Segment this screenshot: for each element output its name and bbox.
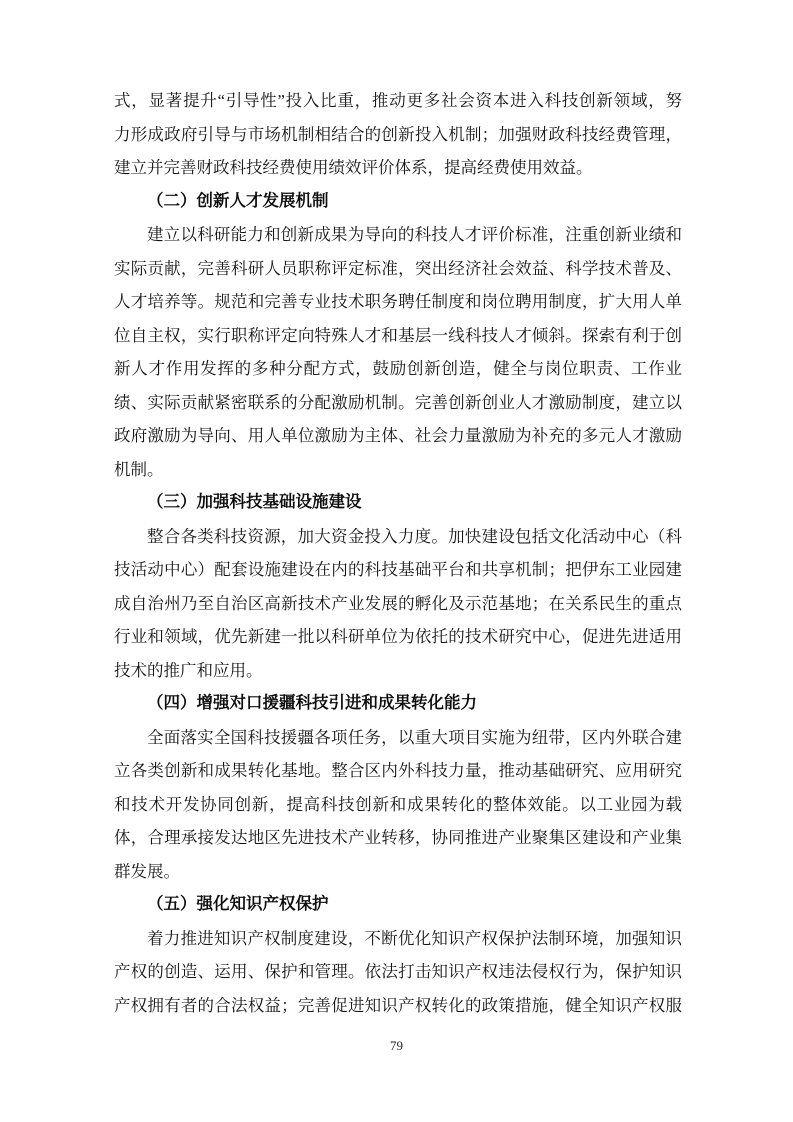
text-line: 技活动中心）配套设施建设在内的科技基础平台和共享机制；把伊东工业园建 bbox=[114, 560, 682, 579]
text-line: 建立并完善财政科技经费使用绩效评价体系，提高经费使用效益。 bbox=[114, 158, 593, 177]
text-line: 和技术开发协同创新，提高科技创新和成果转化的整体效能。以工业园为载 bbox=[114, 794, 682, 814]
text-line: 体，合理承接发达地区先进技术产业转移，协同推进产业聚集区建设和产业集 bbox=[114, 828, 682, 847]
text-line: 绩、实际贡献紧密联系的分配激励机制。完善创新创业人才激励制度，建立以 bbox=[114, 392, 682, 412]
paragraph bbox=[114, 520, 682, 688]
text-line: 着力推进知识产权制度建设，不断优化知识产权保护法制环境，加强知识 bbox=[147, 928, 682, 948]
text-line: 力形成政府引导与市场机制相结合的创新投入机制；加强财政科技经费管理， bbox=[114, 124, 682, 144]
section-heading: （五）强化知识产权保护 bbox=[147, 895, 329, 913]
text-line: 技术的推广和应用。 bbox=[114, 660, 263, 680]
text-line: 群发展。 bbox=[114, 861, 180, 881]
text-line: 立各类创新和成果转化基地。整合区内外科技力量，推动基础研究、应用研究 bbox=[114, 761, 682, 780]
text-line: 整合各类科技资源，加大资金投入力度。加快建设包括文化活动中心（科 bbox=[147, 526, 682, 546]
text-line: 产权的创造、运用、保护和管理。依法打击知识产权违法侵权行为，保护知识 bbox=[114, 962, 682, 981]
text-line: 成自治州乃至自治区高新技术产业发展的孵化及示范基地；在关系民生的重点 bbox=[114, 593, 682, 613]
section-heading: （四）增强对口援疆科技引进和成果转化能力 bbox=[147, 694, 477, 712]
section-heading: （三）加强科技基础设施建设 bbox=[147, 493, 362, 511]
text-line: 式，显著提升“引导性”投入比重，推动更多社会资本进入科技创新领域，努 bbox=[114, 91, 682, 110]
text-line: 实际贡献，完善科研人员职称评定标准，突出经济社会效益、科学技术普及、 bbox=[114, 258, 682, 278]
paragraph bbox=[114, 922, 682, 1023]
section-heading: （二）创新人才发展机制 bbox=[147, 191, 329, 210]
content bbox=[114, 84, 682, 1022]
text-line: 位自主权，实行职称评定向特殊人才和基层一线科技人才倾斜。探索有利于创 bbox=[114, 325, 682, 345]
paragraph bbox=[114, 721, 682, 889]
text-line: 行业和领域，优先新建一批以科研单位为依托的技术研究中心，促进先进适用 bbox=[114, 627, 682, 646]
text-line: 政府激励为导向、用人单位激励为主体、社会力量激励为补充的多元人才激励 bbox=[114, 426, 682, 445]
text-line: 新人才作用发挥的多种分配方式，鼓励创新创造，健全与岗位职责、工作业 bbox=[114, 359, 682, 378]
page-number: 79 bbox=[390, 1038, 403, 1053]
text-line: 建立以科研能力和创新成果为导向的科技人才评价标准，注重创新业绩和 bbox=[147, 225, 682, 244]
paragraph bbox=[114, 84, 682, 185]
text-line: 产权拥有者的合法权益；完善促进知识产权转化的政策措施，健全知识产权服 bbox=[114, 995, 682, 1015]
text-line: 机制。 bbox=[114, 459, 164, 479]
text-line: 全面落实全国科技援疆各项任务，以重大项目实施为纽带，区内外联合建 bbox=[147, 727, 682, 747]
paragraph bbox=[114, 218, 682, 486]
text-line: 人才培养等。规范和完善专业技术职务聘任制度和岗位聘用制度，扩大用人单 bbox=[114, 292, 682, 311]
